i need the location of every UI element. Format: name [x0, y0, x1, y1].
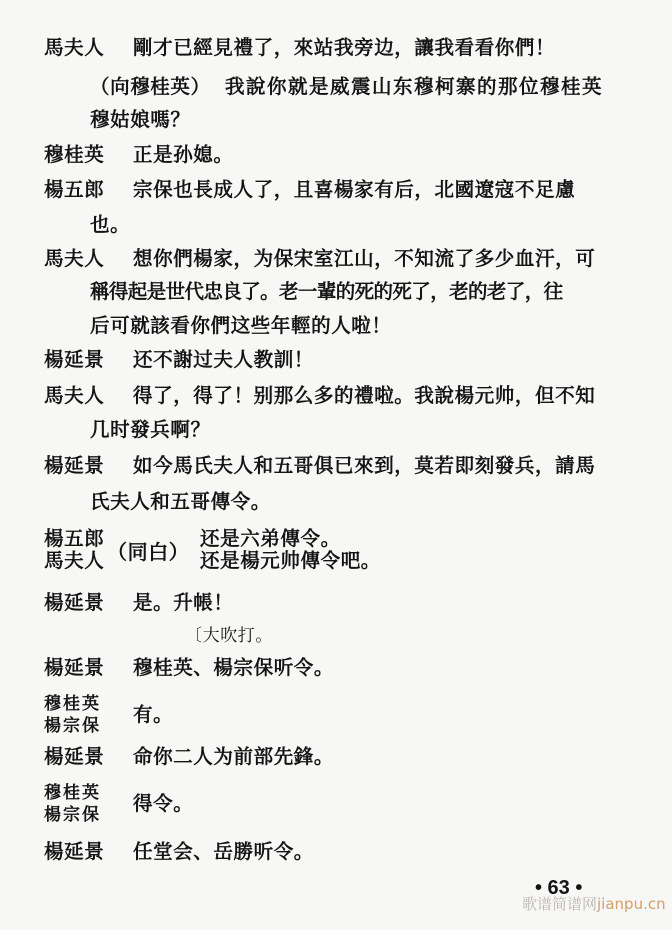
- stage-direction: （同白）: [107, 540, 190, 564]
- dialogue: 剛才已經見禮了，來站我旁边，讓我看看你們！: [133, 36, 556, 59]
- speaker: 馬夫人: [44, 247, 105, 270]
- speaker: 穆桂英: [44, 694, 101, 714]
- dialogue: 有。: [133, 703, 174, 726]
- speaker: 楊延景: [44, 348, 105, 371]
- speaker: 楊延景: [44, 840, 105, 863]
- dialogue: 穆桂英、楊宗保听令。: [133, 656, 335, 679]
- dialogue-continuation: 穆姑娘嗎？: [90, 108, 191, 131]
- speaker: 楊延景: [44, 591, 105, 614]
- dialogue: 命你二人为前部先鋒。: [133, 745, 335, 768]
- speaker: 楊延景: [44, 454, 105, 477]
- speaker: 楊五郎: [44, 178, 105, 201]
- dialogue: 还是楊元帅傳令吧。: [200, 549, 381, 572]
- stage-direction: 〔大吹打。: [185, 626, 273, 646]
- dialogue-continuation: 后可就該看你們这些年輕的人啦！: [90, 314, 392, 337]
- dialogue: 任堂会、岳勝听令。: [133, 840, 314, 863]
- watermark-latin: jianpu.cn: [597, 895, 666, 913]
- speaker: 楊延景: [44, 656, 105, 679]
- dialogue: 是。升帳！: [133, 591, 234, 614]
- dialogue-continuation: 氏夫人和五哥傳令。: [90, 490, 271, 513]
- watermark-cn: 歌谱简谱网: [522, 895, 598, 913]
- speaker: 楊五郎: [44, 527, 105, 550]
- speaker: 穆桂英: [44, 783, 101, 803]
- dialogue: 还是六弟傳令。: [200, 527, 341, 550]
- dialogue: 想你們楊家，为保宋室江山，不知流了多少血汗，可: [133, 247, 596, 270]
- dialogue-continuation: 稱得起是世代忠良了。老一輩的死的死了，老的老了，往: [90, 280, 563, 303]
- dialogue: 得了，得了！别那么多的禮啦。我說楊元帅，但不知: [133, 384, 596, 407]
- dialogue: 正是孙媳。: [133, 143, 234, 166]
- speaker: 馬夫人: [44, 384, 105, 407]
- dialogue: 我說你就是威震山东穆柯寨的那位穆桂英: [225, 75, 604, 98]
- watermark: [522, 893, 666, 914]
- dialogue: 还不謝过夫人教訓！: [133, 348, 314, 371]
- dialogue: 得令。: [133, 792, 194, 815]
- speaker: 穆桂英: [44, 143, 105, 166]
- dialogue-continuation: 几时發兵啊？: [90, 418, 211, 441]
- speaker: 楊宗保: [44, 805, 101, 825]
- page-number: • 63 •: [535, 877, 583, 899]
- stage-direction: （向穆桂英）: [90, 75, 211, 98]
- dialogue: 如今馬氏夫人和五哥俱已來到，莫若即刻發兵，請馬: [133, 454, 596, 477]
- speaker: 楊宗保: [44, 716, 101, 736]
- dialogue-continuation: 也。: [90, 213, 131, 236]
- speaker: 馬夫人: [44, 549, 105, 572]
- dialogue: 宗保也長成人了，且喜楊家有后，北國遼寇不足慮: [133, 178, 576, 201]
- speaker: 馬夫人: [44, 36, 105, 59]
- speaker: 楊延景: [44, 745, 105, 768]
